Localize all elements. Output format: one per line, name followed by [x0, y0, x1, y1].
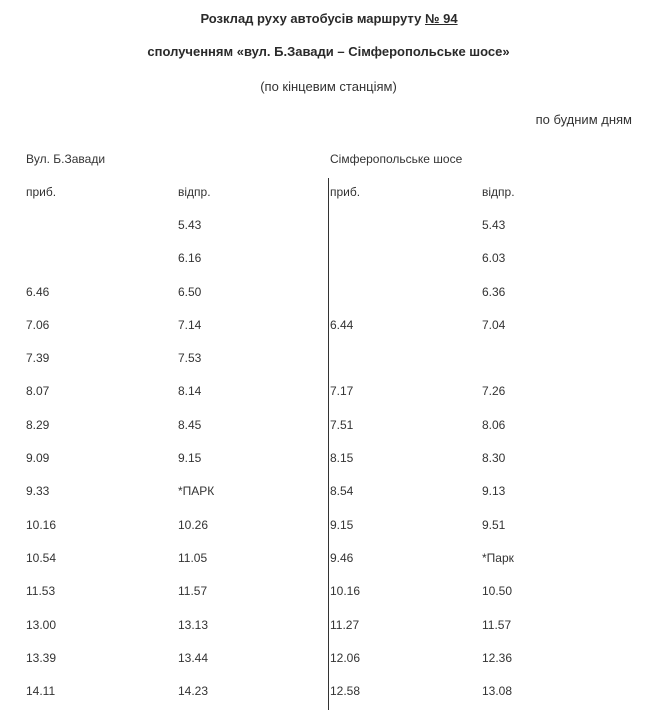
time-cell-arrival-right: 8.54 — [330, 484, 354, 499]
table-row — [0, 451, 657, 484]
time-cell-arrival-left: 8.07 — [26, 384, 50, 399]
time-cell-departure-right: 11.57 — [482, 617, 512, 632]
table-row — [0, 285, 657, 318]
table-row — [0, 651, 657, 684]
time-cell-arrival-right: 9.46 — [330, 550, 354, 565]
time-cell-arrival-left: 10.54 — [26, 550, 57, 565]
table-row — [0, 518, 657, 551]
time-cell-departure-right: 5.43 — [482, 218, 506, 232]
time-cell-arrival-left: 6.46 — [26, 284, 50, 299]
time-cell-departure-right: 7.26 — [482, 384, 506, 399]
time-cell-departure-right: 9.51 — [482, 517, 506, 532]
table-row — [0, 484, 657, 517]
time-cell-arrival-left: 8.29 — [26, 417, 50, 432]
table-row — [0, 251, 657, 284]
time-cell-arrival-right: 8.15 — [330, 451, 354, 466]
column-header-departure-right: відпр. — [482, 185, 515, 199]
time-cell-arrival-right: 12.58 — [330, 684, 361, 699]
time-cell-departure-right: *Парк — [482, 550, 514, 565]
time-cell-arrival-left: 13.00 — [26, 617, 57, 632]
time-cell-arrival-left: 9.09 — [26, 451, 50, 466]
time-cell-departure-right: 6.36 — [482, 284, 506, 299]
table-row — [0, 318, 657, 351]
route-number: № 94 — [424, 11, 458, 26]
time-cell-departure-right: 12.36 — [482, 650, 513, 665]
table-row — [0, 418, 657, 451]
schedule-type: по будним дням — [535, 112, 632, 127]
table-row — [0, 218, 657, 251]
time-cell-departure-right: 6.03 — [482, 251, 506, 266]
stop-name-left: Вул. Б.Завади — [26, 152, 106, 166]
time-cell-arrival-left: 7.39 — [26, 351, 50, 366]
title-text: Розклад руху автобусів маршруту — [200, 11, 422, 26]
time-cell-arrival-left: 11.53 — [26, 584, 56, 599]
time-cell-departure-left: 5.43 — [178, 218, 202, 232]
time-cell-arrival-right: 6.44 — [330, 317, 354, 332]
time-cell-departure-left: 11.05 — [178, 550, 208, 565]
time-cell-arrival-left: 13.39 — [26, 650, 57, 665]
route-note: (по кінцевим станціям) — [260, 79, 397, 94]
table-row — [0, 351, 657, 384]
time-cell-departure-left: 13.13 — [178, 617, 209, 632]
time-cell-arrival-right: 9.15 — [330, 517, 354, 532]
time-cell-departure-right: 10.50 — [482, 584, 513, 599]
column-header-departure-left: відпр. — [178, 185, 211, 199]
time-cell-departure-left: 8.14 — [178, 384, 202, 399]
time-cell-arrival-left: 14.11 — [26, 684, 56, 699]
time-cell-departure-right: 8.06 — [482, 417, 506, 432]
time-cell-departure-left: *ПАРК — [178, 484, 215, 499]
time-cell-departure-left: 9.15 — [178, 451, 202, 466]
column-header-arrival-right: приб. — [330, 185, 361, 199]
time-cell-departure-right: 8.30 — [482, 451, 506, 466]
time-cell-departure-left: 6.50 — [178, 284, 202, 299]
time-cell-arrival-right: 11.27 — [330, 617, 360, 632]
table-row — [0, 384, 657, 417]
time-cell-arrival-right: 7.51 — [330, 417, 354, 432]
table-row — [0, 584, 657, 617]
time-cell-departure-right: 7.04 — [482, 317, 506, 332]
table-row — [0, 551, 657, 584]
table-row — [0, 618, 657, 651]
time-cell-arrival-left: 10.16 — [26, 517, 57, 532]
time-cell-departure-left: 10.26 — [178, 517, 209, 532]
time-cell-arrival-right: 7.17 — [330, 384, 354, 399]
table-row — [0, 684, 657, 717]
time-cell-arrival-left: 7.06 — [26, 317, 50, 332]
time-cell-departure-left: 11.57 — [178, 584, 208, 599]
time-cell-departure-left: 8.45 — [178, 417, 202, 432]
time-cell-departure-left: 7.53 — [178, 351, 202, 366]
column-header-arrival-left: приб. — [26, 185, 57, 199]
timetable-rows — [0, 218, 657, 717]
page-title — [0, 11, 657, 26]
time-cell-arrival-right: 10.16 — [330, 584, 361, 599]
time-cell-arrival-left: 9.33 — [26, 484, 50, 499]
time-cell-departure-right: 9.13 — [482, 484, 506, 499]
time-cell-departure-left: 7.14 — [178, 317, 202, 332]
time-cell-departure-left: 14.23 — [178, 684, 209, 699]
time-cell-departure-left: 13.44 — [178, 650, 209, 665]
stop-name-right: Сімферопольське шосе — [330, 152, 463, 166]
time-cell-departure-right: 13.08 — [482, 684, 513, 699]
time-cell-departure-left: 6.16 — [178, 251, 202, 266]
time-cell-arrival-right: 12.06 — [330, 650, 361, 665]
route-subtitle: сполученням «вул. Б.Завади – Сімферопольське шосе» — [147, 44, 510, 59]
